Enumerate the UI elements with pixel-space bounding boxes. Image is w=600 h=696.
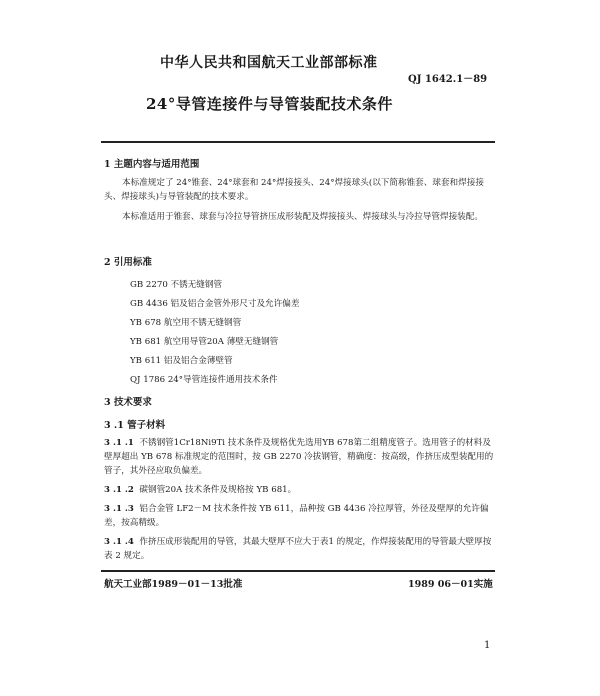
clause-text: 不锈钢管1Cr18Ni9Ti 技术条件及规格优先选用YB 678第二组精度管子。选用管子的材料及壁厚超出 YB 678 标准规定的范围时，按 GB 2270 冷拔钢管，精确度：按高级，作挤压成型装配用的管子，其外径应取负偏差。: [104, 438, 494, 476]
clause-number: 3 .1 .2: [104, 485, 134, 495]
section-3-1-heading: 3 .1 管子材料: [104, 420, 166, 431]
standard-name: 中华人民共和国航天工业部部标准: [160, 55, 378, 71]
section-3-heading: 3 技术要求: [104, 397, 152, 408]
effective-date: 1989 06－01实施: [408, 579, 493, 590]
clause-text: 碳钢管20A 技术条件及规格按 YB 681。: [139, 485, 297, 495]
section-1-paragraph-1: 本标准规定了 24°锥套、24°球套和 24°焊接接头、24°焊接球头(以下简称锥套、球套和焊接接头、焊接球头)与导管装配的技术要求。: [104, 178, 484, 202]
approval-date: 航天工业部1989－01－13批准: [104, 579, 243, 590]
reference-item: QJ 1786 24°导管连接件通用技术条件: [130, 375, 278, 385]
reference-item: YB 611 铝及铝合金薄壁管: [130, 356, 233, 366]
clause-3-1-2: [104, 483, 494, 497]
page-number: 1: [484, 640, 491, 651]
clause-3-1-1: [104, 436, 494, 478]
document-title: 24°导管连接件与导管装配技术条件: [146, 95, 393, 113]
reference-item: YB 681 航空用导管20A 薄壁无缝钢管: [130, 337, 279, 347]
clause-text: 作挤压成形装配用的导管，其最大壁厚不应大于表1 的规定，作焊接装配用的导管最大壁厚按表 2 规定。: [104, 537, 492, 561]
header-rule: [101, 141, 495, 143]
section-1-heading: 1 主题内容与适用范围: [104, 159, 200, 170]
clause-3-1-3: [104, 502, 494, 530]
clause-3-1-4: [104, 535, 494, 563]
clause-number: 3 .1 .4: [104, 537, 134, 547]
reference-item: GB 4436 铝及铝合金管外形尺寸及允许偏差: [130, 299, 300, 309]
reference-item: YB 678 航空用不锈无缝钢管: [130, 318, 242, 328]
section-1-paragraph-2: 本标准适用于锥套、球套与冷拉导管挤压成形装配及焊接接头、焊接球头与冷拉导管焊接装配。: [122, 212, 483, 222]
standard-code: QJ 1642.1－89: [408, 74, 488, 85]
section-2-heading: 2 引用标准: [104, 257, 152, 268]
footer-rule: [101, 570, 495, 572]
clause-number: 3 .1 .1: [104, 438, 134, 448]
clause-number: 3 .1 .3: [104, 504, 134, 514]
clause-text: 铝合金管 LF2－M 技术条件按 YB 611，品种按 GB 4436 冷拉厚管，外径及壁厚的允许偏差，按高精级。: [104, 504, 489, 528]
reference-item: GB 2270 不锈无缝钢管: [130, 280, 223, 290]
